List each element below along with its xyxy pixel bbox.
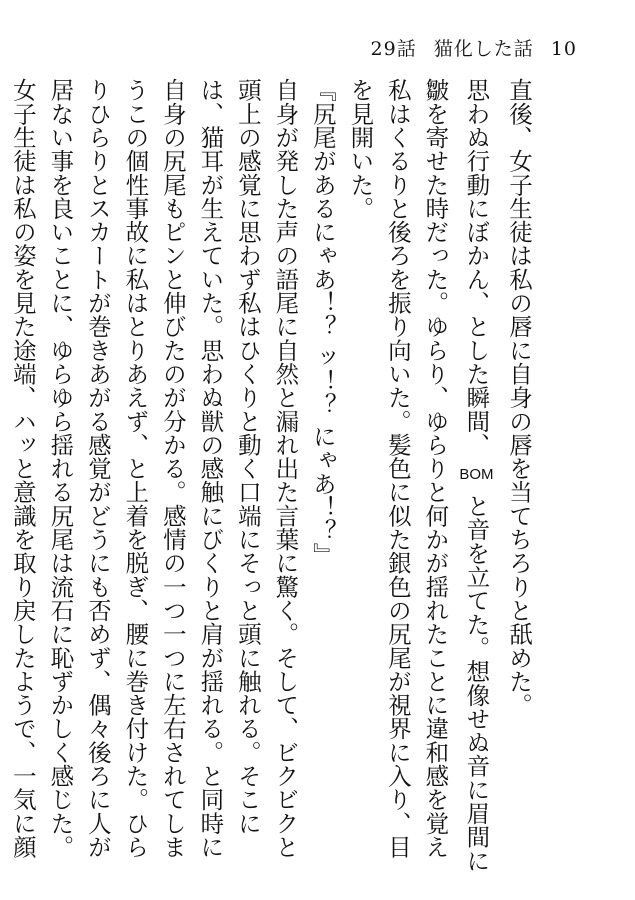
paragraph-4: 自身が発した声の語尾に自然と漏れ出た言葉に驚く。そして、ビクビクと頭上の感覚に思わず私はひくりと動く口端にそっと頭に触れる。そこには、猫耳が生えていた。思わぬ獣の感触にびくりと肩が揺れる。と同時に自身の尻尾もピンと伸びたのが分かる。感情の一つ一つに左右されてしまうこの個性事故に私はとりあえず、と上着を脱ぎ、腰に巻き付けた。ひらりひらりとスカートが巻きあがる感覚がどうにも否めず、偶々後ろに人が居ない事を良いことに、ゆらゆら揺れる尻尾は流石に恥ずかしく感じた。: [46, 78, 300, 859]
chapter-title: 猫化した話: [433, 38, 534, 60]
paragraph-1: 直後、女子生徒は私の唇に自身の唇を当てちろりと舐めた。: [505, 78, 533, 717]
running-header: [371, 34, 577, 61]
sound-effect-label: BOM: [459, 466, 494, 484]
paragraph-2: [341, 78, 500, 878]
page-number: 10: [550, 38, 577, 60]
vertical-body-text: [8, 78, 537, 878]
paragraph-2-start: 思わぬ行動にぼかん、とした瞬間、: [462, 78, 491, 457]
paragraph-3-dialogue: 『尻尾があるにゃあ！？ ッ！？ にゃあ！？』: [308, 78, 337, 567]
paragraph-5: 女子生徒は私の姿を見た途端、ハッと意識を取り戻したようで、一気に顔: [8, 78, 37, 859]
chapter-number: 29話: [370, 38, 417, 60]
paragraph-2-rest: と音を立てた。想像せぬ音に眉間に皺を寄せた時だった。ゆらり、ゆらりと何かが揺れたことに違和感を覚え私はくるりと後ろを振り向いた。髪色に似た銀色の尻尾が視界に入り、目を見開いた。: [346, 78, 491, 873]
